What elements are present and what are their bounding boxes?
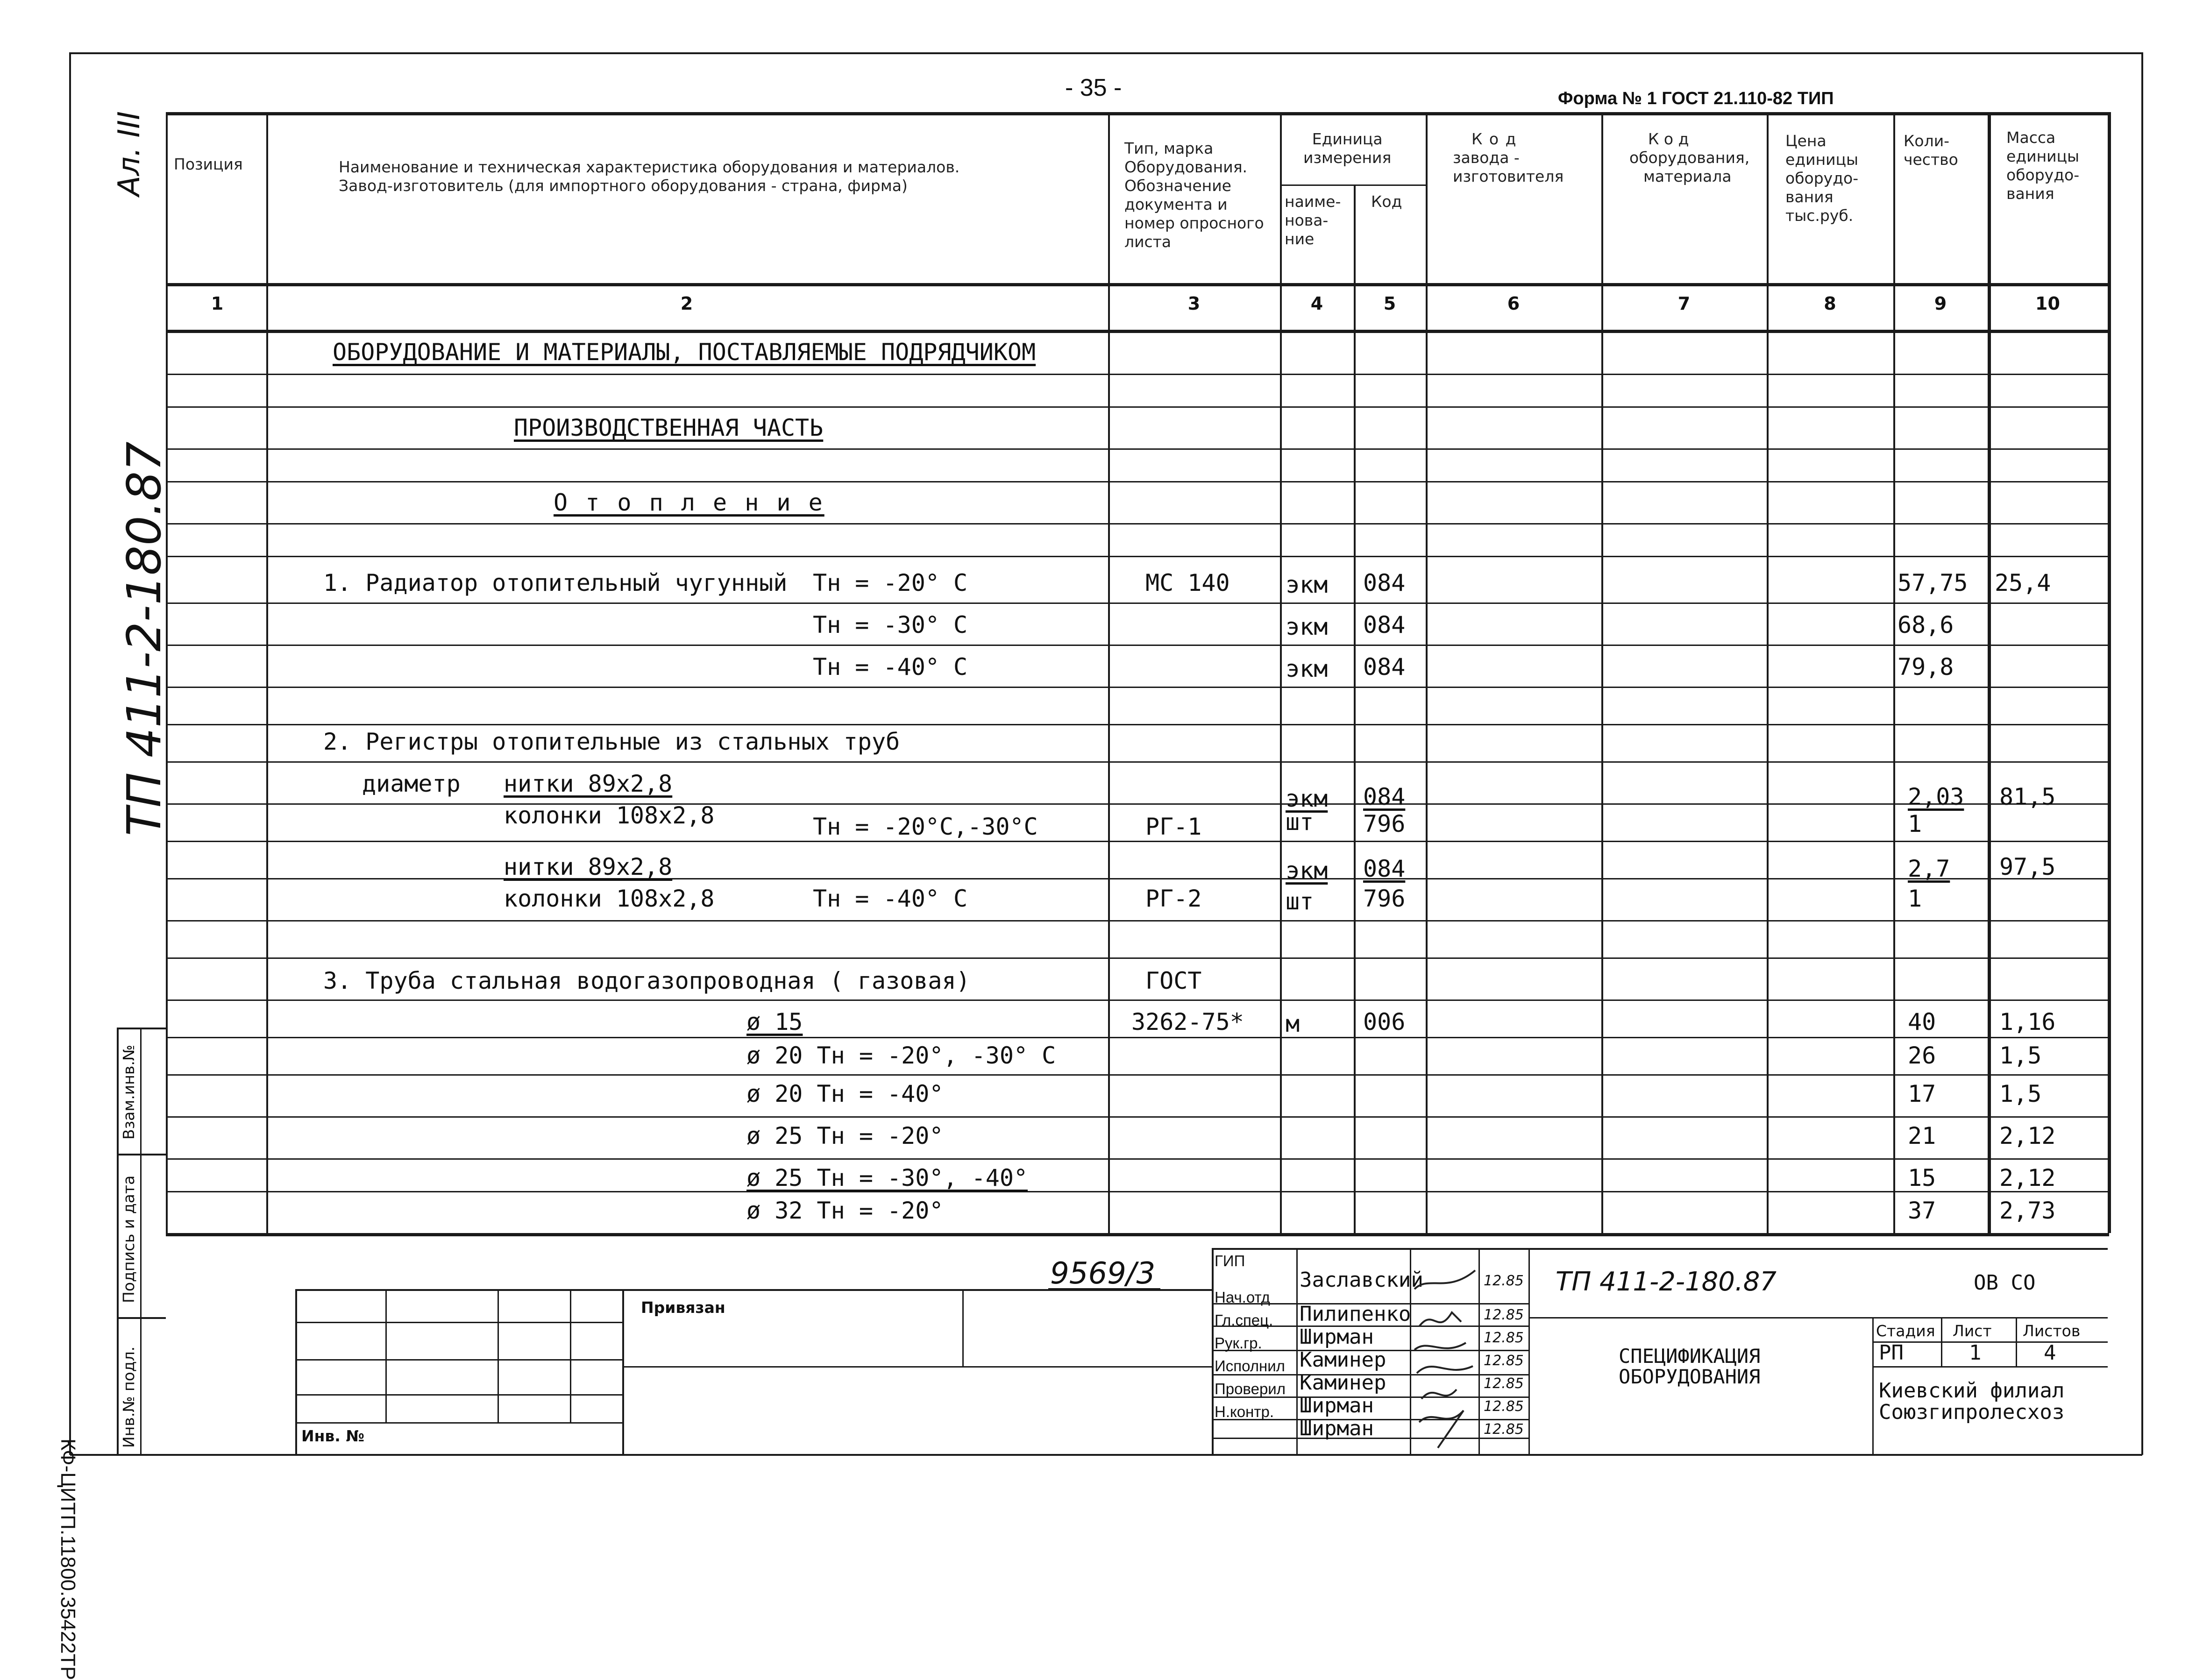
table-top-rule: [166, 112, 2109, 115]
tb-sheet: 1: [1969, 1341, 1982, 1365]
row-separator: [166, 878, 2109, 879]
col-num-3: 3: [1187, 293, 1201, 314]
tb-left-r5: [622, 1366, 1212, 1368]
row-11-qty: 26: [1908, 1042, 1936, 1069]
row-separator: [166, 603, 2109, 604]
row-10-mass: 1,16: [1999, 1008, 2056, 1035]
row-1-type: МС 140: [1145, 569, 1230, 596]
row-10-code: 006: [1363, 1008, 1406, 1035]
row-1-name: 1. Радиатор отопительный чугунный: [323, 569, 788, 596]
col-num-10: 10: [2035, 293, 2060, 314]
tb-date-6: 12.85: [1484, 1398, 1524, 1415]
row-10-qty: 40: [1908, 1008, 1936, 1035]
side-stamp-left: [117, 1028, 119, 1454]
header-quantity: Коли- чество: [1904, 132, 1958, 169]
tb-stage-row1: [1872, 1341, 2108, 1343]
row-separator: [166, 645, 2109, 646]
tb-sheets: 4: [2044, 1341, 2056, 1365]
row-separator: [166, 374, 2109, 375]
row-8-type: РГ-2: [1145, 885, 1202, 912]
col-line-e: [1354, 184, 1356, 1233]
col-num-4: 4: [1310, 293, 1323, 314]
header-unit: Единица измерения: [1303, 130, 1392, 167]
tb-date-2: 12.85: [1484, 1307, 1524, 1323]
row-separator: [166, 761, 2109, 763]
row-separator: [166, 687, 2109, 688]
signature-4: [1417, 1366, 1473, 1373]
tb-org-2: Союзгипролесхоз: [1879, 1400, 2065, 1424]
tb-roles: [1215, 1252, 1286, 1423]
row-6-type: РГ-1: [1145, 813, 1202, 840]
row-separator: [166, 803, 2109, 805]
row-9-name: 3. Труба стальная водогазопроводная ( газовая): [323, 967, 970, 994]
tb-date-3: 12.85: [1484, 1330, 1524, 1346]
header-unit-code: Код: [1371, 192, 1402, 211]
header-name-line2: Завод-изготовитель (для импортного оборудования - страна, фирма): [339, 177, 908, 195]
signature-2: [1419, 1312, 1461, 1326]
row-11-mass: 1,5: [1999, 1042, 2042, 1069]
row-separator: [166, 957, 2109, 959]
row-3-temp: Тн = -40° С: [813, 653, 968, 681]
col-line-k: [2108, 112, 2111, 1233]
row-8-qty: 1: [1908, 885, 1922, 912]
tb-name-6: Ширман: [1300, 1394, 1374, 1418]
side-vzam-inv: Взам.инв.№: [120, 1044, 138, 1140]
tb-role-isp: Исполнил: [1215, 1357, 1285, 1375]
tb-role-rukgr: Рук.гр.: [1215, 1334, 1262, 1352]
col-num-7: 7: [1677, 293, 1691, 314]
row-5-label: диаметр: [362, 770, 461, 797]
row-1-qty: 57,75: [1898, 569, 1968, 596]
tb-date-1: 12.85: [1484, 1273, 1524, 1289]
side-inv-podl: Инв.№ подл.: [120, 1346, 138, 1448]
tb-inv-no: Инв. №: [301, 1427, 365, 1445]
col-line-d: [1280, 112, 1282, 1233]
tb-doc-title-1: СПЕЦИФИКАЦИЯ: [1619, 1345, 1761, 1368]
row-5-code: 084: [1363, 783, 1406, 810]
row-separator: [166, 1116, 2109, 1118]
section-title-heating: О т о п л е н и е: [554, 489, 824, 516]
col-num-5: 5: [1383, 293, 1396, 314]
row-separator: [166, 1158, 2109, 1160]
tb-name-1: Заславский: [1300, 1268, 1423, 1292]
row-12-qty: 17: [1908, 1080, 1936, 1107]
row-separator: [166, 841, 2109, 842]
tb-name-7: Ширман: [1300, 1417, 1374, 1440]
col-line-b: [266, 112, 268, 1233]
col-line-j: [1988, 112, 1991, 1233]
tb-role-nach: Нач.отд: [1215, 1289, 1270, 1306]
row-3-unit: экм: [1286, 655, 1328, 682]
tb-mark: ОВ СО: [1974, 1271, 2036, 1295]
col-line-h: [1767, 112, 1769, 1233]
signature-5: [1421, 1389, 1457, 1399]
side-stamp-inner: [140, 1028, 142, 1454]
row-1-unit: экм: [1286, 571, 1328, 598]
header-price: Цена единицы оборудо- вания тыс.руб.: [1785, 132, 1859, 225]
tb-org-1: Киевский филиал: [1879, 1379, 2065, 1403]
row-separator: [166, 523, 2109, 525]
row-6-unit: шт: [1286, 808, 1314, 836]
row-5-sub: нитки 89х2,8: [504, 770, 673, 797]
row-2-temp: Тн = -30° С: [813, 611, 968, 638]
row-2-qty: 68,6: [1898, 611, 1954, 638]
tb-stage-label: Стадия: [1876, 1322, 1935, 1340]
tb-sheets-label: Листов: [2023, 1322, 2081, 1340]
row-8-unit: шт: [1286, 888, 1314, 915]
tb-stage-c2: [2016, 1317, 2017, 1366]
tb-doc-title-2: ОБОРУДОВАНИЯ: [1619, 1365, 1761, 1388]
tb-name-2: Пилипенко: [1300, 1302, 1411, 1326]
row-1-code: 084: [1363, 569, 1406, 596]
row-separator: [166, 1037, 2109, 1038]
header-name-line1: Наименование и техническая характеристика оборудования и материалов.: [339, 158, 960, 176]
header-equipment-code: К о д оборудования, материала: [1629, 130, 1750, 185]
row-5-unit: экм: [1286, 785, 1328, 812]
row-9-type: ГОСТ: [1145, 967, 1202, 994]
tb-col-date: [1528, 1248, 1530, 1454]
row-5-mass: 81,5: [1999, 783, 2056, 810]
tb-doc-title: [1619, 1346, 1760, 1387]
row-separator: [166, 999, 2109, 1001]
tb-name-5: Каминер: [1300, 1371, 1386, 1395]
row-separator: [166, 556, 2109, 557]
tb-names: [1300, 1269, 1423, 1440]
row-6-temp: Тн = -20°С,-30°С: [813, 813, 1038, 840]
row-separator: [166, 920, 2109, 922]
row-15-mass: 2,73: [1999, 1197, 2056, 1224]
tb-stage-row2: [1872, 1366, 2108, 1368]
tb-role-glspec: Гл.спец.: [1215, 1311, 1273, 1329]
row-8-sub: колонки 108х2,8: [504, 885, 715, 912]
row-13-qty: 21: [1908, 1122, 1936, 1149]
row-11-pipe: ø 20 Тн = -20°, -30° С: [746, 1042, 1056, 1069]
tb-left-c3: [570, 1289, 571, 1422]
section-title-production: ПРОИЗВОДСТВЕННАЯ ЧАСТЬ: [514, 414, 824, 441]
tb-left-r3: [295, 1394, 622, 1396]
tb-left-r2: [295, 1359, 622, 1361]
row-10-type: 3262-75*: [1131, 1008, 1244, 1035]
signature-1: [1414, 1270, 1475, 1289]
col-num-1: 1: [211, 293, 224, 314]
row-2-unit: экм: [1286, 613, 1328, 640]
row-8-code: 796: [1363, 885, 1406, 912]
row-6-sub: колонки 108х2,8: [504, 802, 715, 829]
frame-left: [69, 52, 71, 1455]
header-unit-name: наиме- нова- ние: [1285, 192, 1341, 248]
archive-code-side: КФ-ЦИТП.11800.35422ТР: [57, 1439, 79, 1680]
tb-left-r4: [295, 1422, 622, 1424]
col-line-i: [1893, 112, 1895, 1233]
row-separator: [166, 1191, 2109, 1192]
header-bottom-rule: [166, 283, 2109, 286]
tb-doc-code: ТП 411-2-180.87: [1556, 1267, 1777, 1297]
row-1-mass: 25,4: [1995, 569, 2051, 596]
tb-sheet-code-underline: [1048, 1288, 1160, 1290]
row-10-unit: м: [1286, 1010, 1300, 1037]
side-podpis-data: Подпись и дата: [120, 1175, 138, 1303]
tb-left-c5: [962, 1289, 964, 1366]
signature-3: [1414, 1343, 1466, 1350]
row-14-qty: 15: [1908, 1164, 1936, 1191]
row-7-mass: 97,5: [1999, 853, 2056, 880]
tb-date-5: 12.85: [1484, 1375, 1524, 1392]
row-10-pipe: ø 15: [746, 1008, 803, 1035]
row-13-pipe: ø 25 Тн = -20°: [746, 1122, 944, 1149]
row-15-pipe: ø 32 Тн = -20°: [746, 1197, 944, 1224]
tb-role-nkontr: Н.контр.: [1215, 1403, 1274, 1420]
tb-name-4: Каминер: [1300, 1348, 1386, 1372]
tb-role-prov: Проверил: [1215, 1380, 1286, 1397]
header-factory-code: К о д завода - изготовителя: [1453, 130, 1564, 185]
tb-main-top: [1212, 1248, 2108, 1250]
tb-left-c0: [295, 1289, 297, 1454]
col-line-g: [1601, 112, 1603, 1233]
row-13-mass: 2,12: [1999, 1122, 2056, 1149]
row-12-mass: 1,5: [1999, 1080, 2042, 1107]
row-15-qty: 37: [1908, 1197, 1936, 1224]
row-14-pipe: ø 25 Тн = -30°, -40°: [746, 1164, 1028, 1191]
tb-left-c4: [622, 1289, 624, 1454]
col-line-f: [1426, 112, 1428, 1233]
row-1-temp: Тн = -20° С: [813, 569, 968, 596]
tb-privyazan: Привязан: [641, 1298, 725, 1317]
tb-date-7: 12.85: [1484, 1421, 1524, 1438]
col-line-c: [1108, 112, 1110, 1233]
row-3-code: 084: [1363, 653, 1406, 681]
frame-top: [70, 52, 2142, 54]
tb-stage-c1: [1941, 1317, 1942, 1366]
row-6-qty: 1: [1908, 810, 1922, 837]
row-7-code: 084: [1363, 855, 1406, 882]
tb-name-3: Ширман: [1300, 1325, 1374, 1349]
page-number: - 35 -: [1065, 74, 1122, 101]
header-sub-rule: [1280, 184, 1426, 186]
tb-right-mid: [1528, 1317, 2108, 1318]
tb-dates: [1484, 1269, 1524, 1441]
row-separator: [166, 481, 2109, 482]
col-num-2: 2: [680, 293, 693, 314]
tb-sheet-code-hand: 9569/3: [1050, 1256, 1156, 1291]
tb-role-gip: ГИП: [1215, 1252, 1245, 1269]
numbers-bottom-rule: [166, 330, 2109, 333]
col-num-6: 6: [1507, 293, 1520, 314]
album-label: Ал. III: [112, 111, 147, 196]
row-6-code: 796: [1363, 810, 1406, 837]
tb-left-r1: [295, 1322, 622, 1323]
form-label: Форма № 1 ГОСТ 21.110-82 ТИП: [1558, 89, 1834, 108]
col-line-a: [166, 112, 168, 1233]
row-7-unit: экм: [1286, 857, 1328, 884]
row-3-qty: 79,8: [1898, 653, 1954, 681]
section-title-supplier: ОБОРУДОВАНИЕ И МАТЕРИАЛЫ, ПОСТАВЛЯЕМЫЕ ПОДРЯДЧИКОМ: [333, 339, 1036, 366]
row-separator: [166, 406, 2109, 408]
row-8-temp: Тн = -40° С: [813, 885, 968, 912]
col-num-8: 8: [1824, 293, 1836, 314]
row-14-mass: 2,12: [1999, 1164, 2056, 1191]
project-code-side: ТП 411-2-180.87: [117, 441, 171, 836]
tb-sheet-label: Лист: [1953, 1322, 1992, 1340]
row-5-qty: 2,03: [1908, 783, 1964, 810]
row-12-pipe: ø 20 Тн = -40°: [746, 1080, 944, 1107]
frame-right: [2141, 52, 2143, 1455]
row-separator: [166, 724, 2109, 725]
col-num-9: 9: [1934, 293, 1947, 314]
tb-date-4: 12.85: [1484, 1353, 1524, 1369]
row-4-name: 2. Регистры отопительные из стальных труб: [323, 728, 900, 755]
row-7-qty: 2,7: [1908, 855, 1950, 882]
header-position: Позиция: [174, 155, 243, 173]
tb-left-c1: [385, 1289, 387, 1422]
frame-bottom: [70, 1454, 2142, 1456]
header-type: Тип, марка Оборудования. Обозначение документа и номер опросного листа: [1124, 139, 1264, 251]
row-separator: [166, 448, 2109, 450]
header-mass: Масса единицы оборудо- вания: [2006, 128, 2080, 203]
table-bottom-rule: [166, 1233, 2109, 1236]
tb-left-c2: [497, 1289, 499, 1422]
tb-right-split: [1872, 1317, 1874, 1454]
tb-org: [1879, 1380, 2064, 1423]
signature-marks: [1410, 1256, 1480, 1453]
tb-stage: РП: [1879, 1341, 1904, 1365]
row-separator: [166, 1074, 2109, 1076]
signature-6: [1419, 1411, 1464, 1448]
row-2-code: 084: [1363, 611, 1406, 638]
row-7-sub: нитки 89х2,8: [504, 853, 673, 880]
